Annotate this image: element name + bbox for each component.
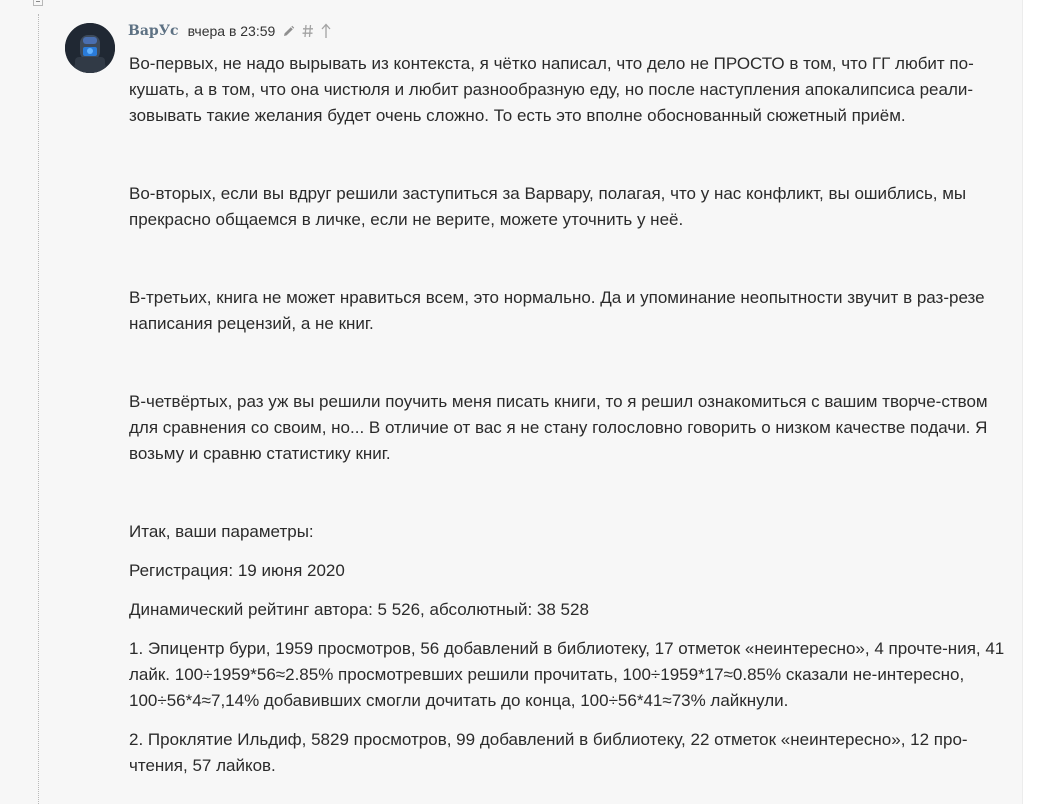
page-gutter [1022, 0, 1049, 804]
arrow-up-icon[interactable] [321, 23, 331, 39]
avatar-image-icon [65, 23, 115, 73]
comment-paragraph: В-четвёртых, раз уж вы решили поучить меня писать книги, то я решил ознакомиться с вашим творче-ством для сравнения со своим, но... В отличие от вас я не стану голословно говорить о низком качестве подачи. Я возьму и сравню статистику книг. [129, 392, 988, 463]
thread-line [38, 14, 39, 804]
comment-body [129, 51, 1007, 779]
pencil-icon[interactable] [282, 25, 295, 38]
collapse-icon[interactable] [33, 0, 43, 6]
comment-paragraph: Во-вторых, если вы вдруг решили заступиться за Варвару, полагая, что у нас конфликт, вы ошиблись, мы прекрасно общаемся в личке, если не верите, можете уточнить у неё. [129, 184, 967, 229]
comment-paragraph: Динамический рейтинг автора: 5 526, абсолютный: 38 528 [129, 600, 589, 619]
comment-paragraph: В-третьих, книга не может нравиться всем, это нормально. Да и упоминание неопытности звучит в раз-резе написания рецензий, а не книг. [129, 288, 985, 333]
comment-header [128, 20, 331, 42]
hash-icon[interactable] [302, 24, 314, 38]
comment-paragraph: Регистрация: 19 июня 2020 [129, 561, 345, 580]
avatar[interactable] [65, 23, 115, 73]
comment-paragraph: 1. Эпицентр бури, 1959 просмотров, 56 добавлений в библиотеку, 17 отметок «неинтересно», 4 прочте-ния, 41 лайк. 100÷1959*56≈2.85% просмотревших решили прочитать, 100÷1959*17≈0.85% сказали не-интересно, 100÷56*4≈7,14% добавивших смогли дочитать до конца, 100÷56*41≈73% лайкнули. [129, 639, 1005, 710]
comment-paragraph: Во-первых, не надо вырывать из контекста, я чётко написал, что дело не ПРОСТО в том, что ГГ любит по-кушать, а в том, что она чистюля и любит разнообразную еду, но после наступления апокалипсиса реали-зовывать такие желания будет очень сложно. То есть это вполне обоснованный сюжетный приём. [129, 54, 974, 125]
comment-paragraph: Итак, ваши параметры: [129, 522, 314, 541]
comment-timestamp: вчера в 23:59 [187, 23, 276, 39]
author-link[interactable]: ВарУс [128, 23, 179, 39]
comment-paragraph: 2. Проклятие Ильдиф, 5829 просмотров, 99 добавлений в библиотеку, 22 отметок «неинтересно», 12 про-чтения, 57 лайков. [129, 730, 968, 775]
